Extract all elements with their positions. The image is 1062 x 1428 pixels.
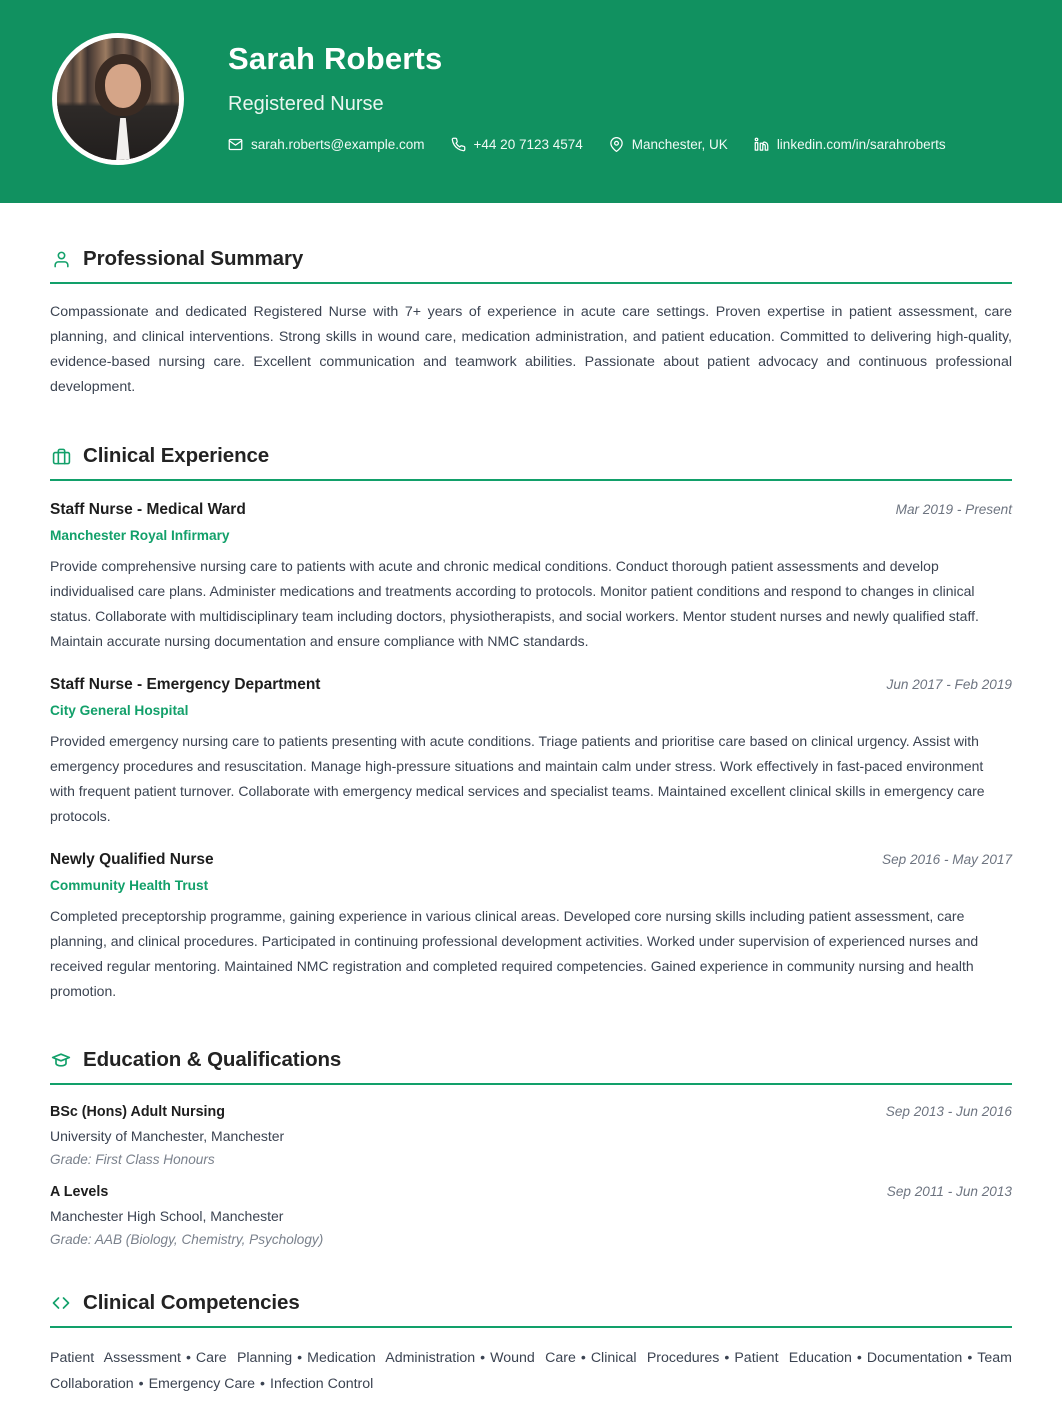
skill-item: Team Collaboration xyxy=(50,1350,1012,1392)
education-degree: A Levels xyxy=(50,1184,109,1200)
graduation-cap-icon xyxy=(50,1049,72,1071)
section-divider xyxy=(50,1326,1012,1328)
skill-item: Patient Assessment xyxy=(50,1350,181,1366)
summary-paragraph: Compassionate and dedicated Registered Nurse with 7+ years of experience in acute care settings. Proven expertise in patient assessment, care planning, and clinical interventions. Strong skills in wound care, medication administration, and patient education. Committed to delivering high-quality, evidence-based nursing care. Excellent communication and teamwork abilities. Passionate about patient advocacy and continuous professional development. xyxy=(50,304,1012,395)
experience-description: Provided emergency nursing care to patients presenting with acute conditions. Triage patients and prioritise care based on clinical urgency. Assist with emergency procedures and resuscitation. Manage high-pressure situations and maintain calm under stress. Work effectively in fast-paced environment with frequent patient turnover. Collaborate with emergency medical services and specialist teams. Maintained excellent clinical skills in emergency care protocols. xyxy=(50,733,985,824)
contact-location[interactable] xyxy=(609,137,728,152)
section-divider xyxy=(50,479,1012,481)
section-clinical-competencies xyxy=(50,1247,1012,1397)
avatar-photo xyxy=(57,38,179,160)
skill-separator: • xyxy=(297,1350,303,1366)
skill-item: Care Planning xyxy=(195,1350,293,1366)
resume-header xyxy=(0,0,1062,203)
skill-item: Medication Administration xyxy=(307,1350,476,1366)
experience-organisation: Manchester Royal Infirmary xyxy=(50,528,230,543)
code-brackets-icon xyxy=(50,1292,72,1314)
education-school: University of Manchester, Manchester xyxy=(50,1128,285,1144)
section-header xyxy=(50,203,1012,271)
envelope-icon xyxy=(228,137,243,152)
section-divider xyxy=(50,282,1012,284)
experience-date: Sep 2016 - May 2017 xyxy=(882,852,1012,867)
header-text-block xyxy=(184,0,972,152)
skill-separator: • xyxy=(138,1376,144,1392)
experience-organisation: City General Hospital xyxy=(50,703,189,718)
experience-date: Mar 2019 - Present xyxy=(895,502,1012,517)
avatar-shirt xyxy=(109,118,137,165)
skill-separator: • xyxy=(185,1350,191,1366)
skill-item: Wound Care xyxy=(490,1350,576,1366)
skill-separator: • xyxy=(724,1350,730,1366)
contact-phone[interactable] xyxy=(451,137,583,152)
education-header-row xyxy=(50,1184,1012,1200)
person-icon xyxy=(50,248,72,270)
section-title-summary: Professional Summary xyxy=(83,247,304,270)
education-grade: Grade: First Class Honours xyxy=(50,1152,215,1167)
section-title-skills: Clinical Competencies xyxy=(83,1291,300,1314)
experience-item xyxy=(50,501,1012,654)
briefcase-icon xyxy=(50,445,72,467)
avatar xyxy=(52,33,184,165)
skill-item: Documentation xyxy=(866,1350,963,1366)
contact-row xyxy=(228,137,972,152)
linkedin-icon xyxy=(754,137,769,152)
contact-email-label: sarah.roberts@example.com xyxy=(251,137,425,153)
experience-date: Jun 2017 - Feb 2019 xyxy=(886,677,1012,692)
experience-header-row xyxy=(50,676,1012,694)
section-divider xyxy=(50,1083,1012,1085)
education-date: Sep 2013 - Jun 2016 xyxy=(885,1104,1012,1119)
skill-item: Clinical Procedures xyxy=(590,1350,720,1366)
contact-linkedin-label: linkedin.com/in/sarahroberts xyxy=(776,137,946,153)
resume-body xyxy=(0,203,1062,1397)
skill-item: Emergency Care xyxy=(148,1376,256,1392)
experience-description: Completed preceptorship programme, gaining experience in various clinical areas. Developed core nursing skills including patient assessment, care planning, and clinical procedures. Participated in continuing professional development activities. Worked under supervision of experienced nurses and received regular mentoring. Maintained NMC registration and completed required competencies. Gained experience in community nursing and health promotion. xyxy=(50,908,979,999)
education-degree: BSc (Hons) Adult Nursing xyxy=(50,1104,225,1120)
experience-header-row xyxy=(50,851,1012,869)
candidate-name: Sarah Roberts xyxy=(228,41,443,76)
section-professional-summary xyxy=(50,203,1012,400)
experience-item xyxy=(50,676,1012,829)
skill-item: Infection Control xyxy=(270,1376,374,1392)
contact-phone-label: +44 20 7123 4574 xyxy=(473,137,583,153)
education-header-row xyxy=(50,1104,1012,1120)
skill-item: Patient Education xyxy=(734,1350,852,1366)
skill-separator: • xyxy=(480,1350,486,1366)
section-education xyxy=(50,1004,1012,1247)
contact-location-label: Manchester, UK xyxy=(631,137,728,153)
section-header xyxy=(50,400,1012,468)
experience-header-row xyxy=(50,501,1012,519)
section-header xyxy=(50,1247,1012,1315)
education-item xyxy=(50,1104,1012,1167)
location-pin-icon xyxy=(609,137,624,152)
skill-separator: • xyxy=(260,1376,265,1392)
section-title-education: Education & Qualifications xyxy=(83,1048,342,1071)
experience-role: Newly Qualified Nurse xyxy=(50,851,214,868)
phone-icon xyxy=(451,137,466,152)
skill-separator: • xyxy=(967,1350,973,1366)
section-title-experience: Clinical Experience xyxy=(83,444,270,467)
section-header xyxy=(50,1004,1012,1072)
education-item xyxy=(50,1184,1012,1247)
skills-list xyxy=(50,1345,1012,1397)
education-date: Sep 2011 - Jun 2013 xyxy=(886,1184,1012,1199)
skill-separator: • xyxy=(580,1350,586,1366)
contact-linkedin[interactable] xyxy=(754,137,946,152)
contact-email[interactable] xyxy=(228,137,425,152)
avatar-face xyxy=(105,64,141,108)
skill-separator: • xyxy=(856,1350,862,1366)
experience-item xyxy=(50,851,1012,1004)
education-grade: Grade: AAB (Biology, Chemistry, Psychology) xyxy=(50,1232,324,1247)
experience-role: Staff Nurse - Medical Ward xyxy=(50,501,246,518)
experience-organisation: Community Health Trust xyxy=(50,878,209,893)
experience-description: Provide comprehensive nursing care to patients with acute and chronic medical conditions. Conduct thorough patient assessments and develop individualised care plans. Administer medications and treatments according to protocols. Monitor patient conditions and respond to changes in clinical status. Collaborate with multidisciplinary team including doctors, physiotherapists, and social workers. Mentor student nurses and newly qualified staff. Maintain accurate nursing documentation and ensure compliance with NMC standards. xyxy=(50,558,979,649)
education-school: Manchester High School, Manchester xyxy=(50,1208,284,1224)
experience-role: Staff Nurse - Emergency Department xyxy=(50,676,321,693)
candidate-job-title: Registered Nurse xyxy=(228,93,384,116)
section-clinical-experience xyxy=(50,400,1012,1004)
